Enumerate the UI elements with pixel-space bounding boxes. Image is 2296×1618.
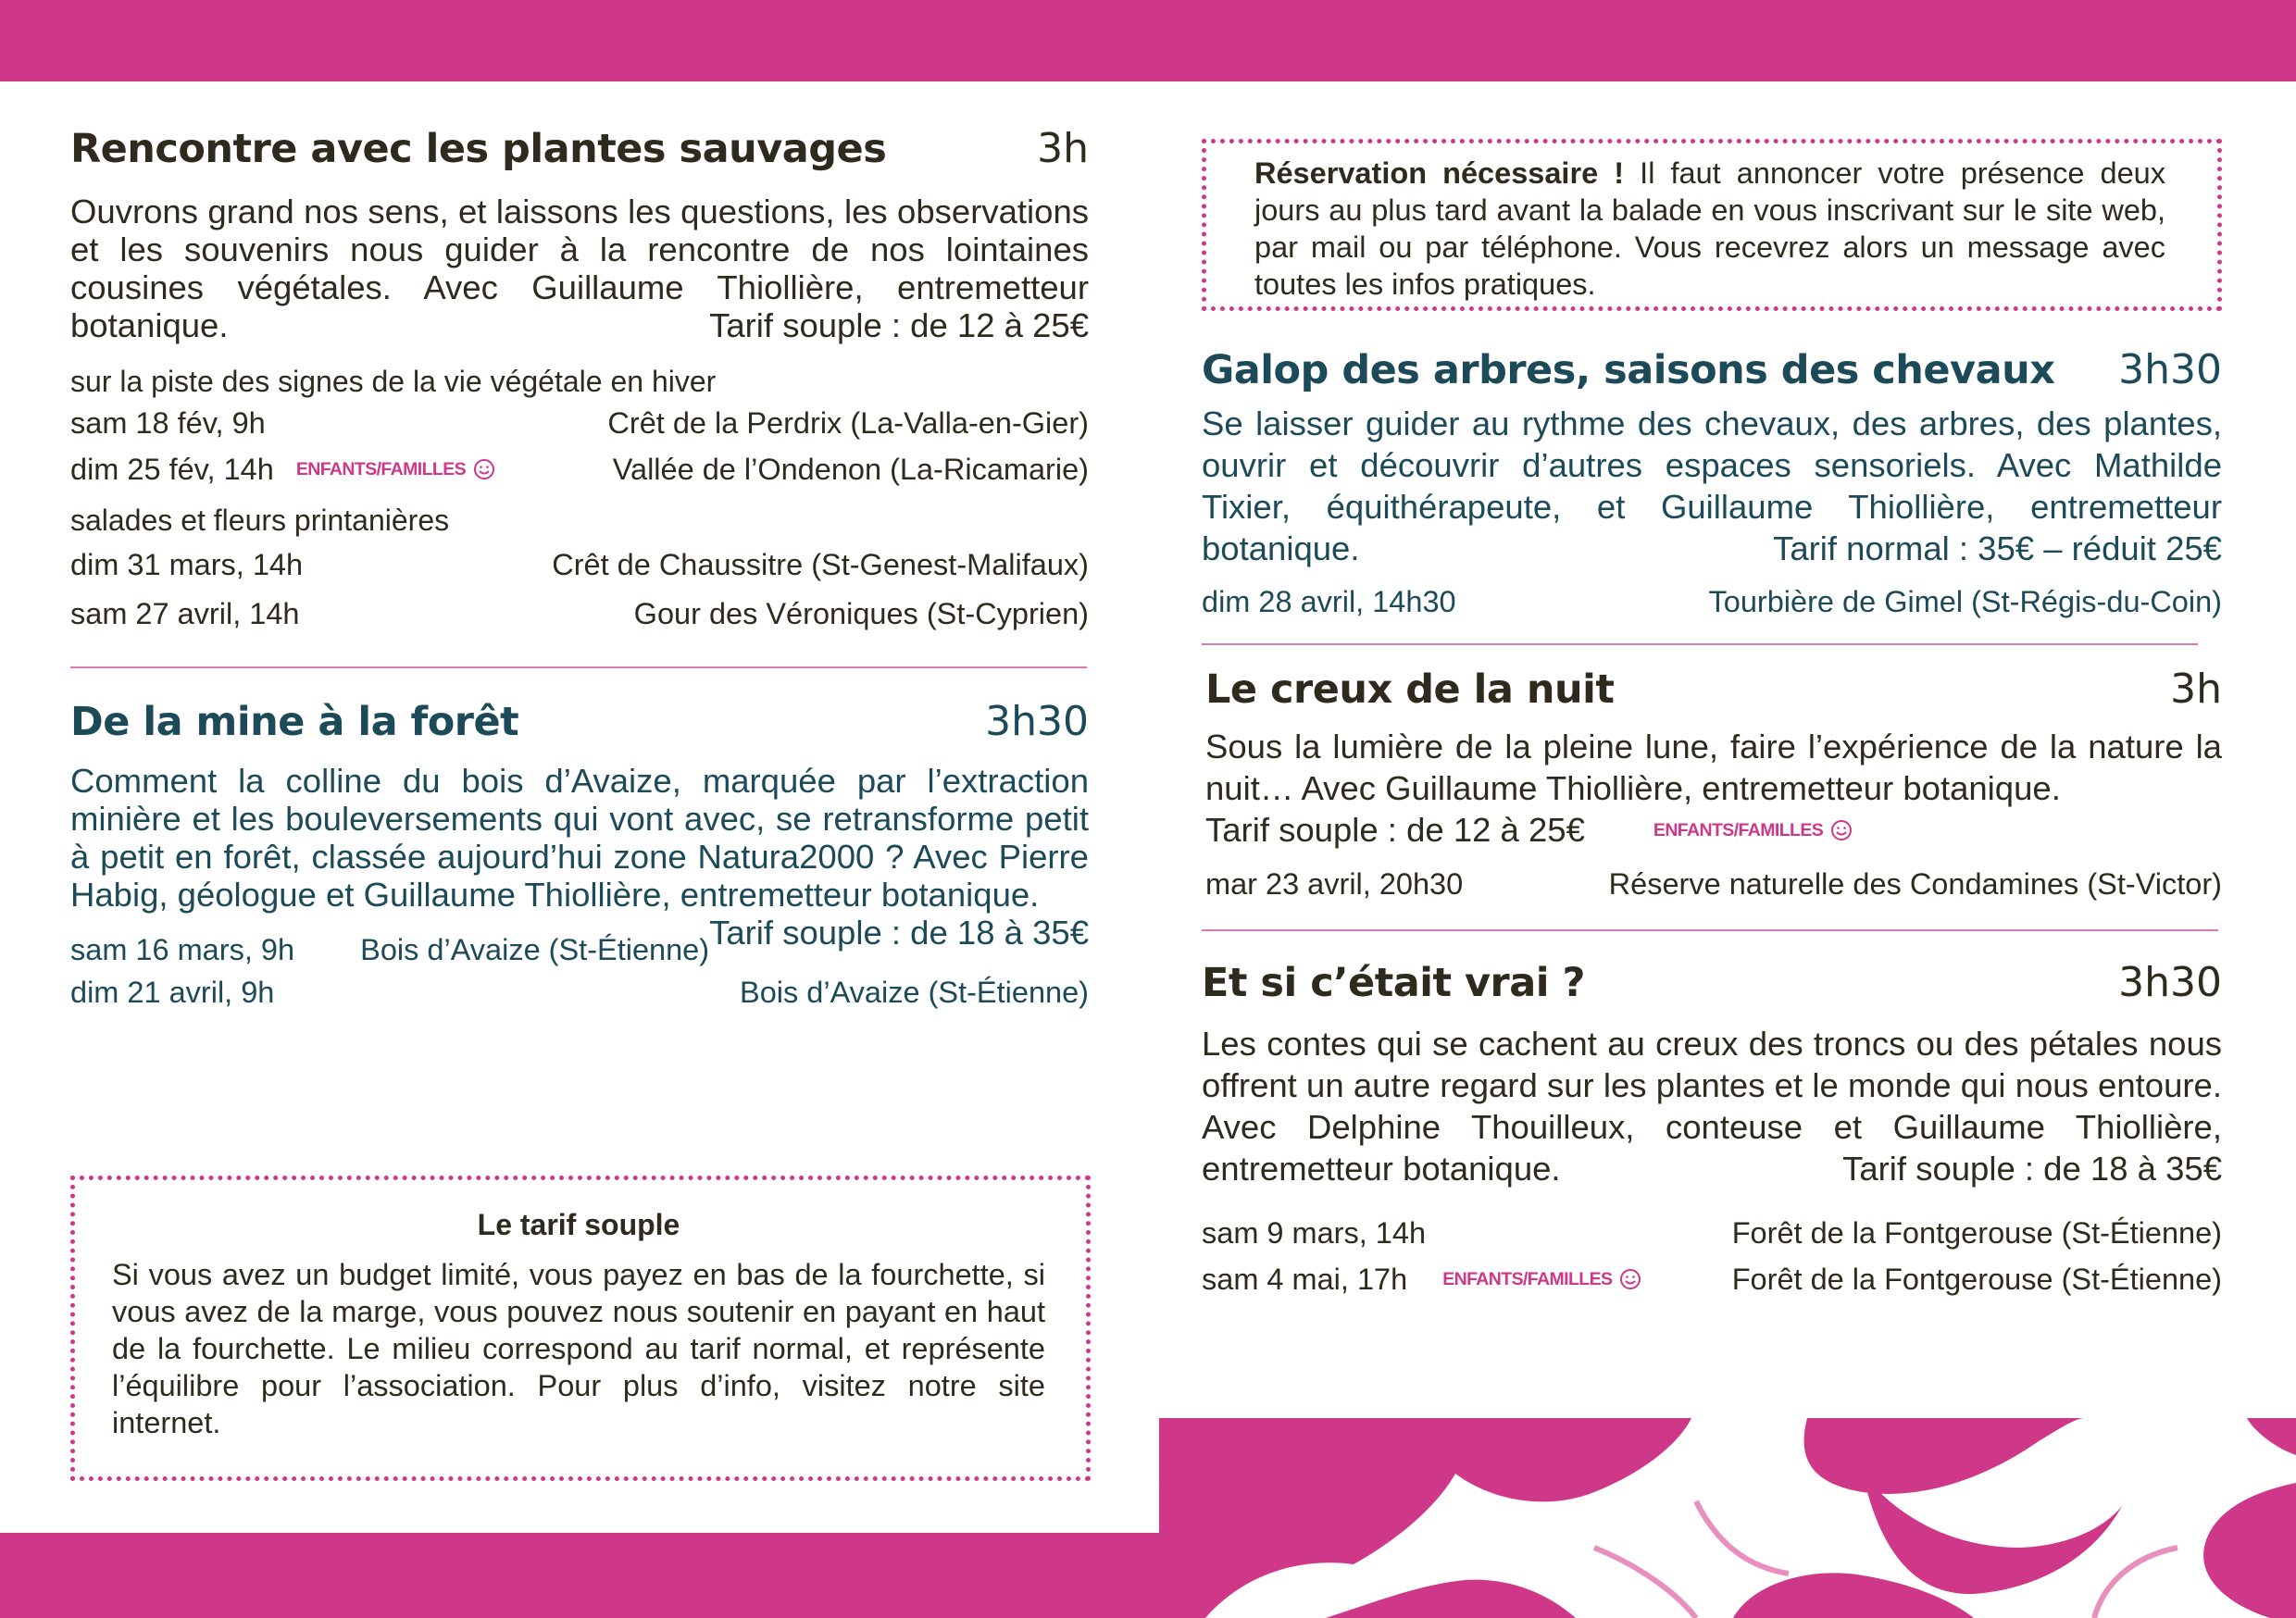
event-price: Tarif souple : de 18 à 35€: [709, 914, 1089, 952]
event-description-text: Comment la colline du bois d’Avaize, marquée par l’extraction minière et les bouleversements qui vont avec, se retransforme petit à petit en forêt, classée aujourd’hui zone Natura2000 ? Avec Pierre Habig, géologue et Guillaume Thiollière, entremetteur botanique.: [70, 762, 1089, 914]
section-divider: [1202, 929, 2218, 931]
event-group-title: salades et fleurs printanières: [70, 504, 450, 537]
event-header: [70, 125, 1089, 172]
event-description: [1202, 403, 2222, 569]
event-place: Gour des Véroniques (St-Cyprien): [633, 597, 1089, 630]
date-row: [1202, 1210, 2222, 1256]
event-place: Tourbière de Gimel (St-Régis-du-Coin): [1708, 585, 2222, 618]
event-title: Rencontre avec les plantes sauvages: [70, 126, 887, 172]
date-row: [70, 539, 1089, 591]
date-row: [70, 400, 1089, 446]
date-row: [70, 591, 1089, 637]
family-badge-label: ENFANTS/FAMILLES: [1442, 1269, 1613, 1289]
event-description-text: Se laisser guider au rythme des chevaux, des arbres, des plantes, ouvrir et découvrir d’autres espaces sensoriels. Avec Mathilde Tixier, équithérapeute, et Guillaume Thiollière, entremetteur botanique.: [1202, 404, 2222, 567]
spacer: [1202, 1189, 2222, 1210]
event-description: Sous la lumière de la pleine lune, faire l’expérience de la nature la nuit… Avec Guillaume Thiollière, entremetteur botanique.: [1205, 728, 2222, 807]
event-date: sam 16 mars, 9h: [70, 933, 295, 966]
date-row: [1202, 579, 2222, 625]
event-mine-foret: [70, 698, 1089, 1014]
event-description: [70, 193, 1089, 344]
event-plantes-sauvages: [70, 125, 1089, 637]
tarif-box-title: Le tarif souple: [477, 1208, 680, 1241]
event-header: [1202, 346, 2222, 393]
event-duration: 3h30: [985, 698, 1089, 745]
reservation-text-block: [1254, 155, 2165, 303]
event-date: mar 23 avril, 20h30: [1205, 867, 1464, 901]
event-description-text: Les contes qui se cachent au creux des troncs ou des pétales nous offrent un autre regard sur les plantes et le monde qui nous entoure. Avec Delphine Thouilleux, conteuse et Guillaume Thiollière, entremetteur botanique.: [1202, 1025, 2222, 1188]
event-duration: 3h: [1037, 125, 1089, 172]
event-group-title: sur la piste des signes de la vie végétale en hiver: [70, 365, 717, 398]
reservation-box: [1202, 139, 2222, 311]
event-place: Bois d’Avaize (St-Étienne): [360, 933, 710, 966]
event-galop: [1202, 346, 2222, 625]
event-duration: 3h: [2170, 666, 2222, 713]
event-header: [1202, 959, 2222, 1006]
event-date: dim 31 mars, 14h: [70, 548, 304, 581]
event-price: Tarif souple : de 12 à 25€: [709, 306, 1089, 344]
reservation-lead: Réservation nécessaire !: [1254, 156, 1625, 190]
family-badge-label: ENFANTS/FAMILLES: [1653, 820, 1824, 840]
event-date: sam 4 mai, 17h: [1202, 1263, 1408, 1296]
event-date: dim 25 fév, 14h: [70, 453, 274, 486]
smiley-icon: [1830, 819, 1853, 841]
family-badge: [296, 446, 495, 492]
date-row: [70, 928, 709, 971]
right-column: [1202, 346, 2222, 1302]
date-row: [70, 446, 1089, 492]
event-price: Tarif souple : de 12 à 25€: [1205, 811, 1585, 849]
event-date: dim 21 avril, 9h: [70, 976, 275, 1009]
event-place: Vallée de l’Ondenon (La-Ricamarie): [612, 453, 1089, 486]
event-date: sam 27 avril, 14h: [70, 597, 300, 630]
event-place: Crêt de Chaussitre (St-Genest-Malifaux): [552, 548, 1089, 581]
event-duration: 3h30: [2118, 959, 2222, 1006]
smiley-icon: [473, 458, 495, 480]
event-price: Tarif souple : de 18 à 35€: [1842, 1150, 2222, 1188]
date-row: [1202, 1256, 2222, 1302]
family-badge-label: ENFANTS/FAMILLES: [295, 459, 467, 479]
event-date: sam 18 fév, 9h: [70, 406, 266, 440]
event-creux-nuit: [1202, 666, 2222, 909]
event-duration: 3h30: [2118, 346, 2222, 393]
top-banner: [0, 0, 2296, 81]
reservation-text: Il faut annoncer votre présence deux jours au plus tard avant la balade en vous inscrivant sur le site web, par mail ou par téléphone. Vous recevrez alors un message avec toutes les infos pratiques.: [1254, 156, 2165, 301]
event-price-line: [1202, 809, 2222, 852]
event-place: Bois d’Avaize (St-Étienne): [740, 976, 1089, 1009]
event-title: De la mine à la forêt: [70, 699, 519, 745]
event-date: sam 9 mars, 14h: [1202, 1216, 1427, 1250]
event-description: [1202, 1023, 2222, 1189]
event-et-si-vrai: [1202, 959, 2222, 1302]
section-divider: [70, 666, 1087, 668]
left-column: [70, 125, 1089, 1014]
leaf-illustration-icon: [1159, 1418, 2296, 1618]
spacer: [1202, 569, 2222, 579]
event-place: Crêt de la Perdrix (La-Valla-en-Gier): [607, 406, 1089, 440]
date-row: [1202, 859, 2222, 909]
event-header: [70, 698, 1089, 745]
event-title: Et si c’était vrai ?: [1202, 960, 1585, 1006]
event-title: Galop des arbres, saisons des chevaux: [1202, 347, 2055, 393]
event-place: Forêt de la Fontgerouse (St-Étienne): [1731, 1216, 2222, 1250]
event-description-text: Ouvrons grand nos sens, et laissons les questions, les observations et les souvenirs nous guider à la rencontre de nos lointaines cousines végétales. Avec Guillaume Thiollière, entremetteur botanique.: [70, 193, 1089, 344]
event-place: Forêt de la Fontgerouse (St-Étienne): [1731, 1263, 2222, 1296]
date-row: [70, 971, 1089, 1014]
event-date: dim 28 avril, 14h30: [1202, 585, 1456, 618]
event-title: Le creux de la nuit: [1205, 666, 1615, 713]
tarif-box-text: Si vous avez un budget limité, vous payez en bas de la fourchette, si vous avez de la marge, vous pouvez nous soutenir en payant en haut de la fourchette. Le milieu correspond au tarif normal, et représente l’équilibre pour l’association. Pour plus d’info, visitez notre site internet.: [112, 1258, 1045, 1439]
smiley-icon: [1619, 1268, 1641, 1290]
tarif-souple-box: [70, 1176, 1091, 1481]
family-badge: [1442, 1256, 1641, 1302]
event-price: Tarif normal : 35€ – réduit 25€: [1773, 529, 2222, 567]
family-badge: [1653, 809, 1853, 852]
event-place: Réserve naturelle des Condamines (St-Victor): [1608, 867, 2222, 901]
section-divider: [1202, 643, 2198, 645]
event-header: [1202, 666, 2222, 713]
